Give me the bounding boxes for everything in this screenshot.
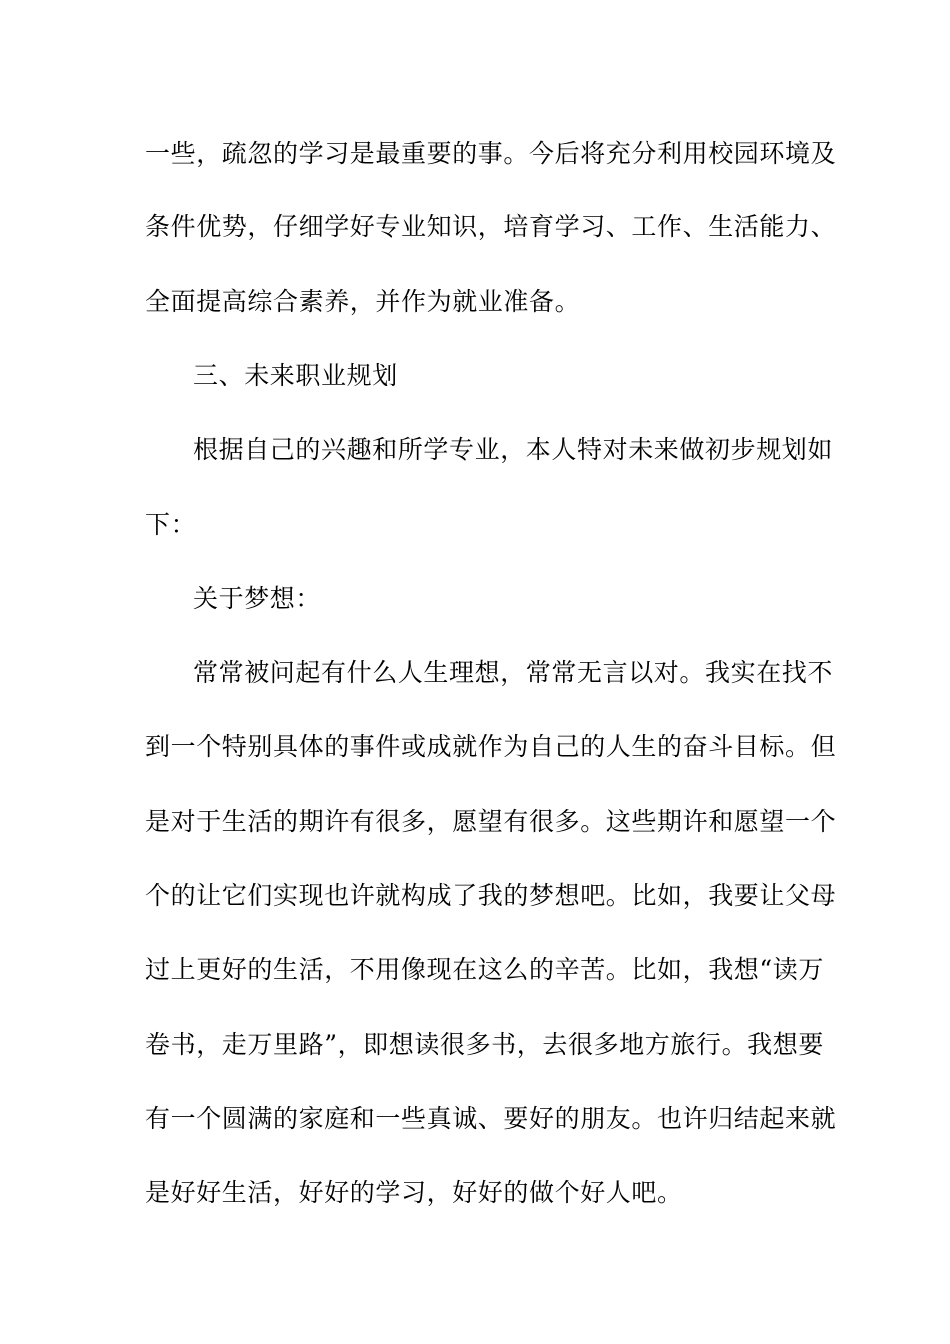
subheading: 关于梦想： bbox=[193, 584, 322, 613]
paragraph-line: 有一个圆满的家庭和一些真诚、要好的朋友。也许归结起来就 bbox=[145, 1104, 837, 1133]
paragraph-line: 个的让它们实现也许就构成了我的梦想吧。比如，我要让父母 bbox=[145, 881, 837, 910]
paragraph-line: 是好好生活，好好的学习，好好的做个好人吧。 bbox=[145, 1178, 683, 1207]
paragraph-line: 到一个特别具体的事件或成就作为自己的人生的奋斗目标。但 bbox=[145, 732, 837, 761]
paragraph-line: 卷书，走万里路”，即想读很多书，去很多地方旅行。我想要 bbox=[145, 1030, 824, 1059]
paragraph-line: 根据自己的兴趣和所学专业，本人特对未来做初步规划如 bbox=[193, 435, 834, 464]
section-heading: 三、未来职业规划 bbox=[193, 361, 398, 390]
paragraph-line: 全面提高综合素养，并作为就业准备。 bbox=[145, 287, 581, 316]
paragraph-line: 下： bbox=[145, 510, 197, 539]
paragraph-line: 一些，疏忽的学习是最重要的事。今后将充分利用校园环境及 bbox=[145, 139, 837, 168]
paragraph-line: 过上更好的生活，不用像现在这么的辛苦。比如，我想“读万 bbox=[145, 955, 824, 984]
paragraph-line: 条件优势，仔细学好专业知识，培育学习、工作、生活能力、 bbox=[145, 212, 837, 241]
paragraph-line: 常常被问起有什么人生理想，常常无言以对。我实在找不 bbox=[193, 658, 834, 687]
paragraph-line: 是对于生活的期许有很多，愿望有很多。这些期许和愿望一个 bbox=[145, 807, 837, 836]
